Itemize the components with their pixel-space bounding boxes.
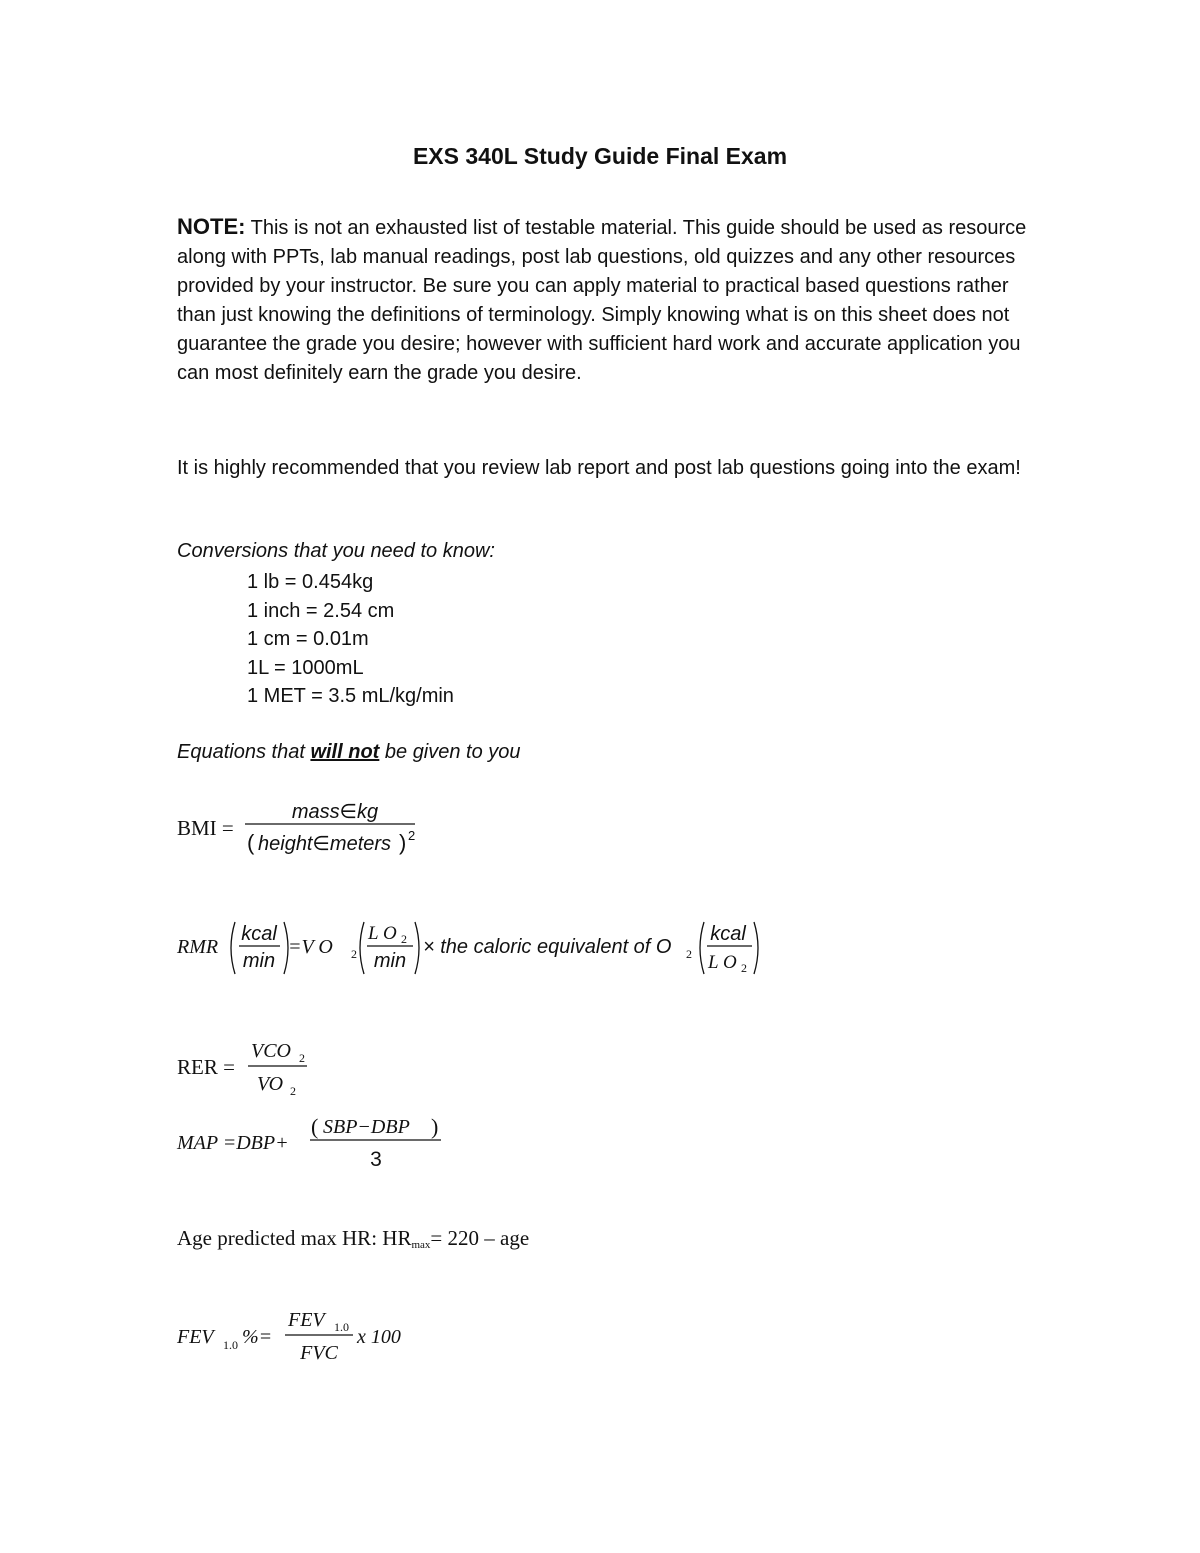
conversion-item: 1L = 1000mL: [247, 656, 364, 679]
fev-lhs-sub: 1.0: [223, 1338, 238, 1352]
rmr-frac2-num-sub: 2: [401, 932, 407, 946]
bmi-right-paren: ): [399, 830, 407, 855]
fev-numerator-sub: 1.0: [334, 1320, 349, 1334]
map-equation: [177, 1108, 477, 1178]
conversion-item: 1 lb = 0.454kg: [247, 571, 374, 593]
hrmax-sub: max: [411, 1239, 431, 1251]
conversions-heading: Conversions that you need to know:: [177, 540, 495, 562]
rer-denominator-sub: 2: [290, 1084, 296, 1098]
paren-left: [360, 922, 364, 974]
paren-right: [415, 922, 419, 974]
conversion-item: 1 MET = 3.5 mL/kg/min: [247, 685, 454, 708]
rmr-middle: × the caloric equivalent of O: [423, 936, 672, 958]
equations-heading-post: be given to you: [379, 741, 521, 763]
map-numerator: SBP−DBP: [323, 1116, 410, 1138]
fev-lhs-post: %=: [242, 1326, 273, 1348]
rmr-frac3-num: kcal: [710, 923, 746, 945]
bmi-denominator: height∈meters: [258, 833, 392, 855]
fev-denominator: FVC: [300, 1342, 338, 1364]
note-label: NOTE:: [177, 214, 246, 239]
conversions-list: [247, 568, 454, 711]
fev-numerator: FEV: [288, 1309, 325, 1331]
rmr-frac1-num: kcal: [241, 923, 277, 945]
equations-heading-emphasis: will not: [310, 741, 380, 763]
map-right-paren: ): [431, 1114, 439, 1139]
bmi-left-paren: (: [247, 830, 255, 855]
rmr-equation: [177, 912, 777, 987]
rer-numerator-sub: 2: [299, 1051, 305, 1065]
bmi-exponent: 2: [408, 828, 416, 843]
page-title: EXS 340L Study Guide Final Exam: [412, 143, 788, 169]
rmr-o2-sub: 2: [686, 947, 692, 961]
map-left-paren: (: [311, 1114, 319, 1139]
fev-rhs: x 100: [357, 1326, 401, 1348]
map-lhs: MAP =DBP+: [177, 1132, 289, 1154]
bmi-numerator: mass∈kg: [291, 801, 379, 823]
rer-numerator: VCO: [251, 1040, 291, 1062]
rmr-frac2-num: L O: [368, 923, 397, 944]
rmr-frac1-den: min: [242, 950, 276, 972]
rmr-vo2: =V O: [288, 936, 333, 958]
rmr-vo2-sub: 2: [351, 947, 357, 961]
fev-lhs: FEV: [177, 1326, 214, 1348]
paren-right: [754, 922, 758, 974]
paren-left: [700, 922, 704, 974]
rmr-frac3-den: L O: [708, 952, 737, 973]
fev-equation: [177, 1302, 437, 1372]
note-text: This is not an exhausted list of testable material. This guide should be used as resource along with PPTs, lab manual readings, post lab questions, old quizzes and any other resources provided by your instructor. Be sure you can apply material to practical based questions rather than just knowing the definitions of terminology. Simply knowing what is on this sheet does not guarantee the grade you desire; however with sufficient hard work and accurate application you can most definitely earn the grade you desire.: [177, 217, 1027, 384]
note-paragraph: [177, 212, 1037, 388]
recommendation-paragraph: It is highly recommended that you review lab report and post lab questions going into the exam!: [177, 457, 1021, 479]
rmr-lhs: RMR: [177, 936, 219, 958]
hrmax-text-post: = 220 – age: [430, 1226, 530, 1250]
conversion-item: 1 cm = 0.01m: [247, 628, 369, 651]
equations-heading: [177, 741, 521, 764]
rmr-frac2-den: min: [373, 950, 407, 972]
bmi-lhs: BMI =: [177, 816, 234, 840]
hrmax-equation: [177, 1226, 529, 1251]
rer-lhs: RER =: [177, 1055, 235, 1079]
equations-heading-pre: Equations that: [177, 741, 311, 763]
paren-left: [231, 922, 235, 974]
rer-denominator: VO: [257, 1073, 284, 1095]
conversion-item: 1 inch = 2.54 cm: [247, 599, 395, 622]
map-denominator: 3: [370, 1148, 382, 1171]
rmr-frac3-den-sub: 2: [741, 961, 747, 975]
hrmax-text-pre: Age predicted max HR: HR: [177, 1226, 412, 1250]
rer-equation: [177, 1035, 327, 1100]
bmi-equation: [177, 795, 437, 865]
